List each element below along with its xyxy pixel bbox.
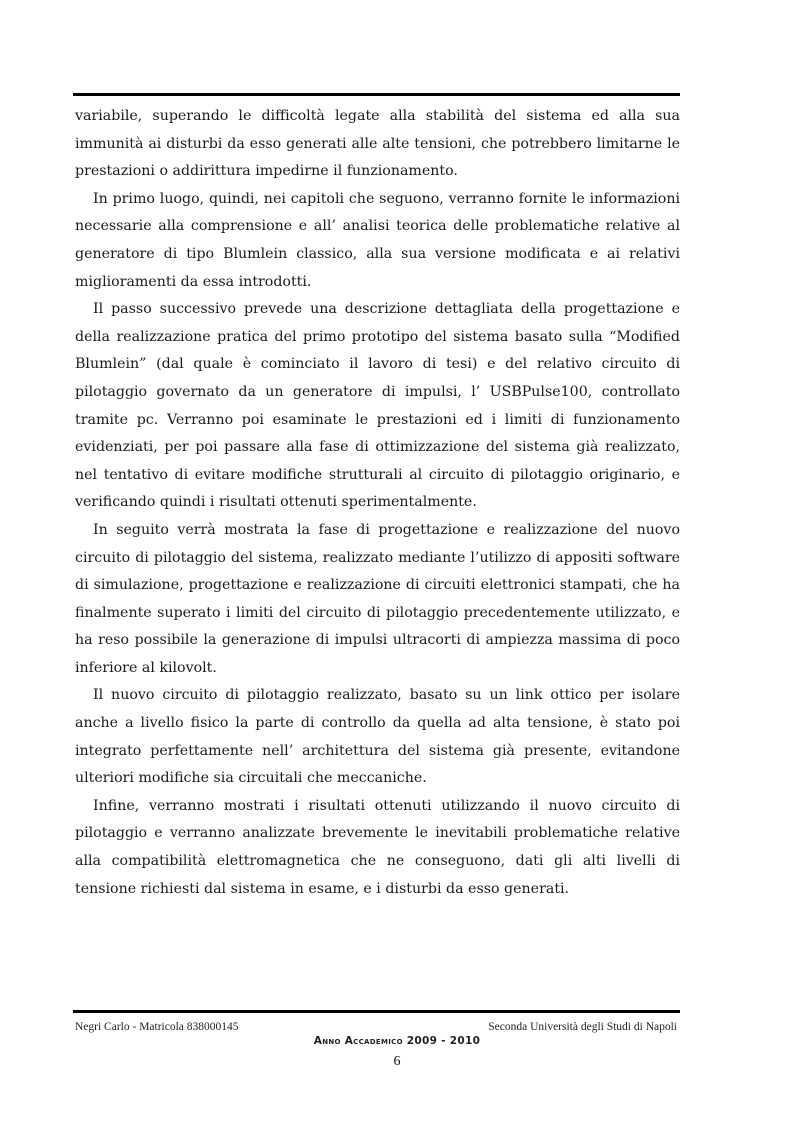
- body-text: [75, 103, 680, 903]
- paragraph: In primo luogo, quindi, nei capitoli che seguono, verranno fornite le informazioni necessarie alla comprensione e all’ analisi teorica delle problematiche relative al generatore di tipo Blumlein classico, alla sua versione modificata e ai relativi miglioramenti da essa introdotti.: [75, 190, 680, 290]
- paragraph-continuation: variabile, superando le difficoltà legate alla stabilità del sistema ed alla sua immunità ai disturbi da esso generati alle alte tensioni, che potrebbero limitarne le prestazioni o addirittura impedirne il funzionamento.: [75, 108, 680, 180]
- paragraph: In seguito verrà mostrata la fase di progettazione e realizzazione del nuovo circuito di pilotaggio del sistema, realizzato mediante l’utilizzo di appositi software di simulazione, progettazione e realizzazione di circuiti elettronici stampati, che ha finalmente superato i limiti del circuito di pilotaggio precedentemente utilizzato, e ha reso possibile la generazione di impulsi ultracorti di ampiezza massima di poco inferiore al kilovolt.: [75, 521, 680, 676]
- header-rule: [73, 93, 680, 96]
- paragraph: Il nuovo circuito di pilotaggio realizzato, basato su un link ottico per isolare anche a livello fisico la parte di controllo da quella ad alta tensione, è stato poi integrato perfettamente nell’ architettura del sistema già presente, evitandone ulteriori modifiche sia circuitali che meccaniche.: [75, 687, 680, 787]
- paragraph: Il passo successivo prevede una descrizione dettagliata della progettazione e della realizzazione pratica del primo prototipo del sistema basato sulla “Modified Blumlein” (dal quale è cominciato il lavoro di tesi) e del relativo circuito di pilotaggio governato da un generatore di impulsi, l’ USBPulse100, controllato tramite pc. Verranno poi esaminate le prestazioni ed i limiti di funzionamento evidenziati, per poi passare alla fase di ottimizzazione del sistema già realizzato, nel tentativo di evitare modifiche strutturali al circuito di pilotaggio originario, e verificando quindi i risultati ottenuti sperimentalmente.: [75, 301, 680, 511]
- footer-author: Negri Carlo - Matricola 838000145: [75, 1021, 239, 1033]
- footer-academic-year: Anno Accademico 2009 - 2010: [313, 1035, 481, 1047]
- paragraph: Infine, verranno mostrati i risultati ottenuti utilizzando il nuovo circuito di pilotaggio e verranno analizzate brevemente le inevitabili problematiche relative alla compatibilità elettromagnetica che ne conseguono, dati gli alti livelli di tensione richiesti dal sistema in esame, e i disturbi da esso generati.: [75, 797, 680, 897]
- page-number: 6: [393, 1054, 401, 1069]
- footer-rule: [73, 1010, 680, 1013]
- footer-university: Seconda Università degli Studi di Napoli: [488, 1021, 677, 1033]
